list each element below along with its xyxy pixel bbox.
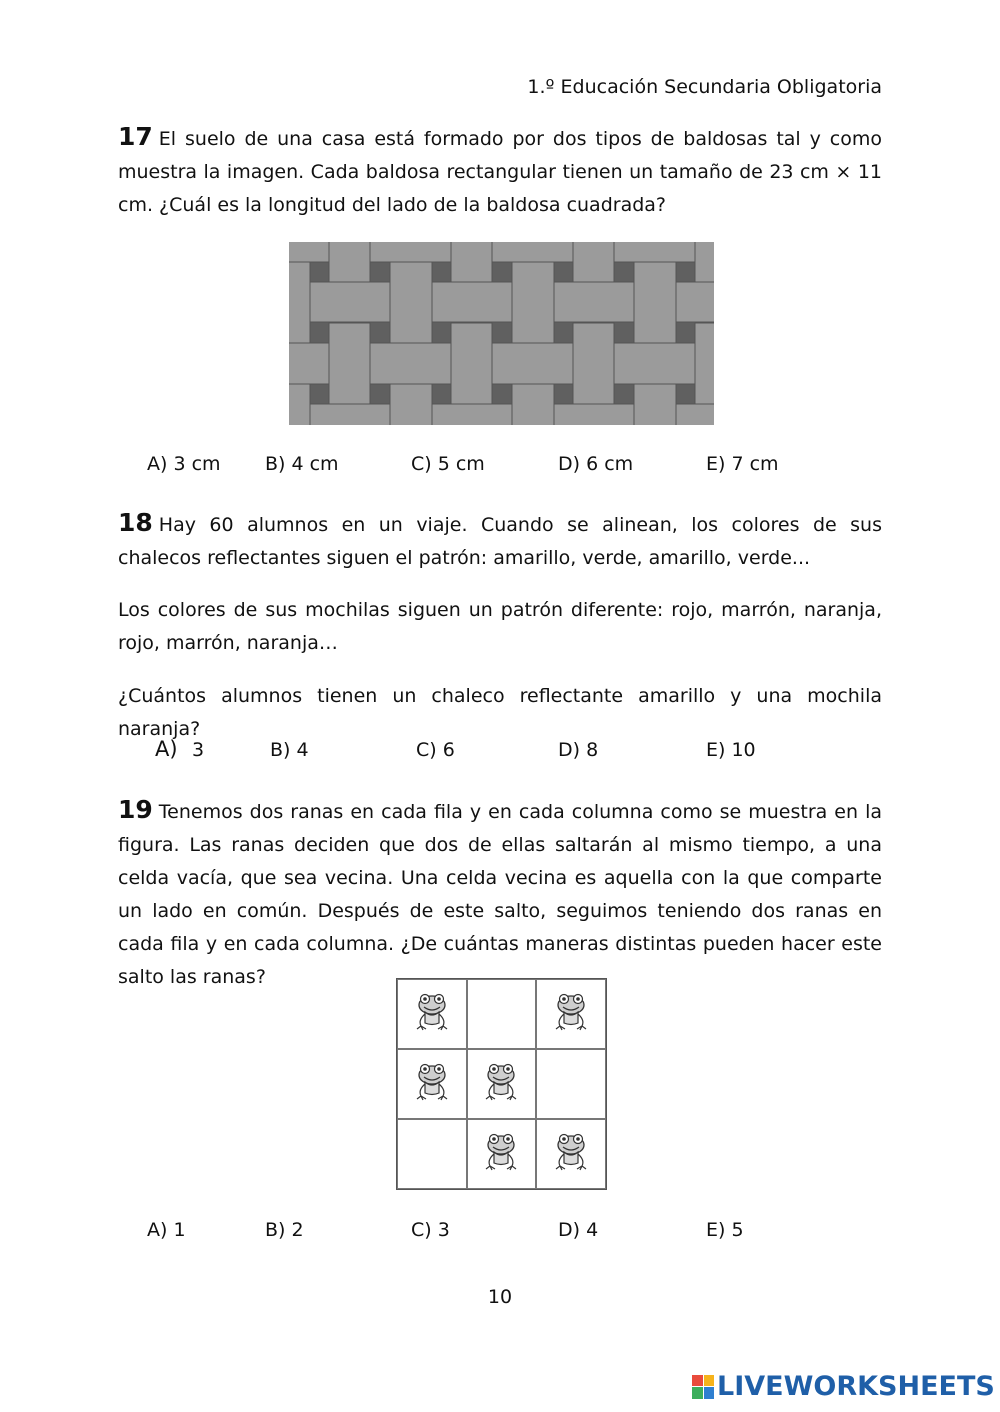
question-number: 19 [118, 795, 153, 824]
question-text: El suelo de una casa está formado por dos tipos de baldosas tal y como muestra la imagen. Cada baldosa rectangular tienen un tamaño de 23 cm × 11 cm. ¿Cuál es la longitud del lado de la baldosa cuadrada? [118, 128, 882, 216]
grid-cell [536, 1119, 606, 1189]
grid-cell [536, 979, 606, 1049]
question-18 [118, 506, 882, 575]
frog-grid [396, 978, 607, 1190]
frog-icon [484, 1132, 518, 1176]
option-a: A) 3 cm [147, 453, 221, 475]
grid-cell [397, 1049, 467, 1119]
option-b: B) 4 [270, 739, 309, 761]
frog-icon [415, 1062, 449, 1106]
option-e: E) 10 [706, 739, 756, 761]
brand-name: LIVEWORKSHEETS [717, 1371, 995, 1402]
option-b: B) 2 [265, 1219, 304, 1241]
page-header: 1.º Educación Secundaria Obligatoria [527, 76, 882, 98]
question-number: 17 [118, 122, 153, 151]
option-c: C) 6 [416, 739, 455, 761]
option-e: E) 7 cm [706, 453, 779, 475]
tile-pattern-figure [289, 242, 714, 425]
page-number: 10 [487, 1286, 513, 1308]
question-18-text-2: Los colores de sus mochilas siguen un patrón diferente: rojo, marrón, naranja, rojo, marrón, naranja… [118, 599, 882, 654]
question-18-text-3: ¿Cuántos alumnos tienen un chaleco reflectante amarillo y una mochila naranja? [118, 685, 882, 740]
option-d: D) 4 [558, 1219, 599, 1241]
liveworksheets-logo[interactable] [692, 1371, 995, 1402]
grid-cell [467, 1049, 537, 1119]
question-text: Hay 60 alumnos en un viaje. Cuando se alinean, los colores de sus chalecos reflectantes siguen el patrón: amarillo, verde, amarillo, verde... [118, 514, 882, 569]
frog-icon [554, 1132, 588, 1176]
frog-icon [415, 992, 449, 1036]
frog-icon [484, 1062, 518, 1106]
option-a-value: 3 [192, 739, 205, 761]
option-c: C) 5 cm [411, 453, 485, 475]
grid-cell [467, 1119, 537, 1189]
option-a: A) 1 [147, 1219, 186, 1241]
frog-icon [554, 992, 588, 1036]
question-19 [118, 793, 882, 994]
grid-cell [397, 1119, 467, 1189]
option-e: E) 5 [706, 1219, 744, 1241]
basketweave-tiles [289, 242, 714, 425]
option-d: D) 8 [558, 739, 599, 761]
option-d: D) 6 cm [558, 453, 634, 475]
grid-cell [397, 979, 467, 1049]
option-c: C) 3 [411, 1219, 450, 1241]
question-text: Tenemos dos ranas en cada fila y en cada columna como se muestra en la figura. Las ranas deciden que dos de ellas saltarán al mismo tiempo, a una celda vacía, que sea vecina. Una celda vecina es aquella con la que comparte un lado en común. Después de este salto, seguimos teniendo dos ranas en cada fila y en cada columna. ¿De cuántas maneras distintas pueden hacer este salto las ranas? [118, 801, 882, 988]
brand-logo-icon [692, 1375, 714, 1399]
option-a-label: A) [155, 737, 178, 761]
option-b: B) 4 cm [265, 453, 339, 475]
question-number: 18 [118, 508, 153, 537]
grid-cell [536, 1049, 606, 1119]
question-17 [118, 120, 882, 222]
grid-cell [467, 979, 537, 1049]
